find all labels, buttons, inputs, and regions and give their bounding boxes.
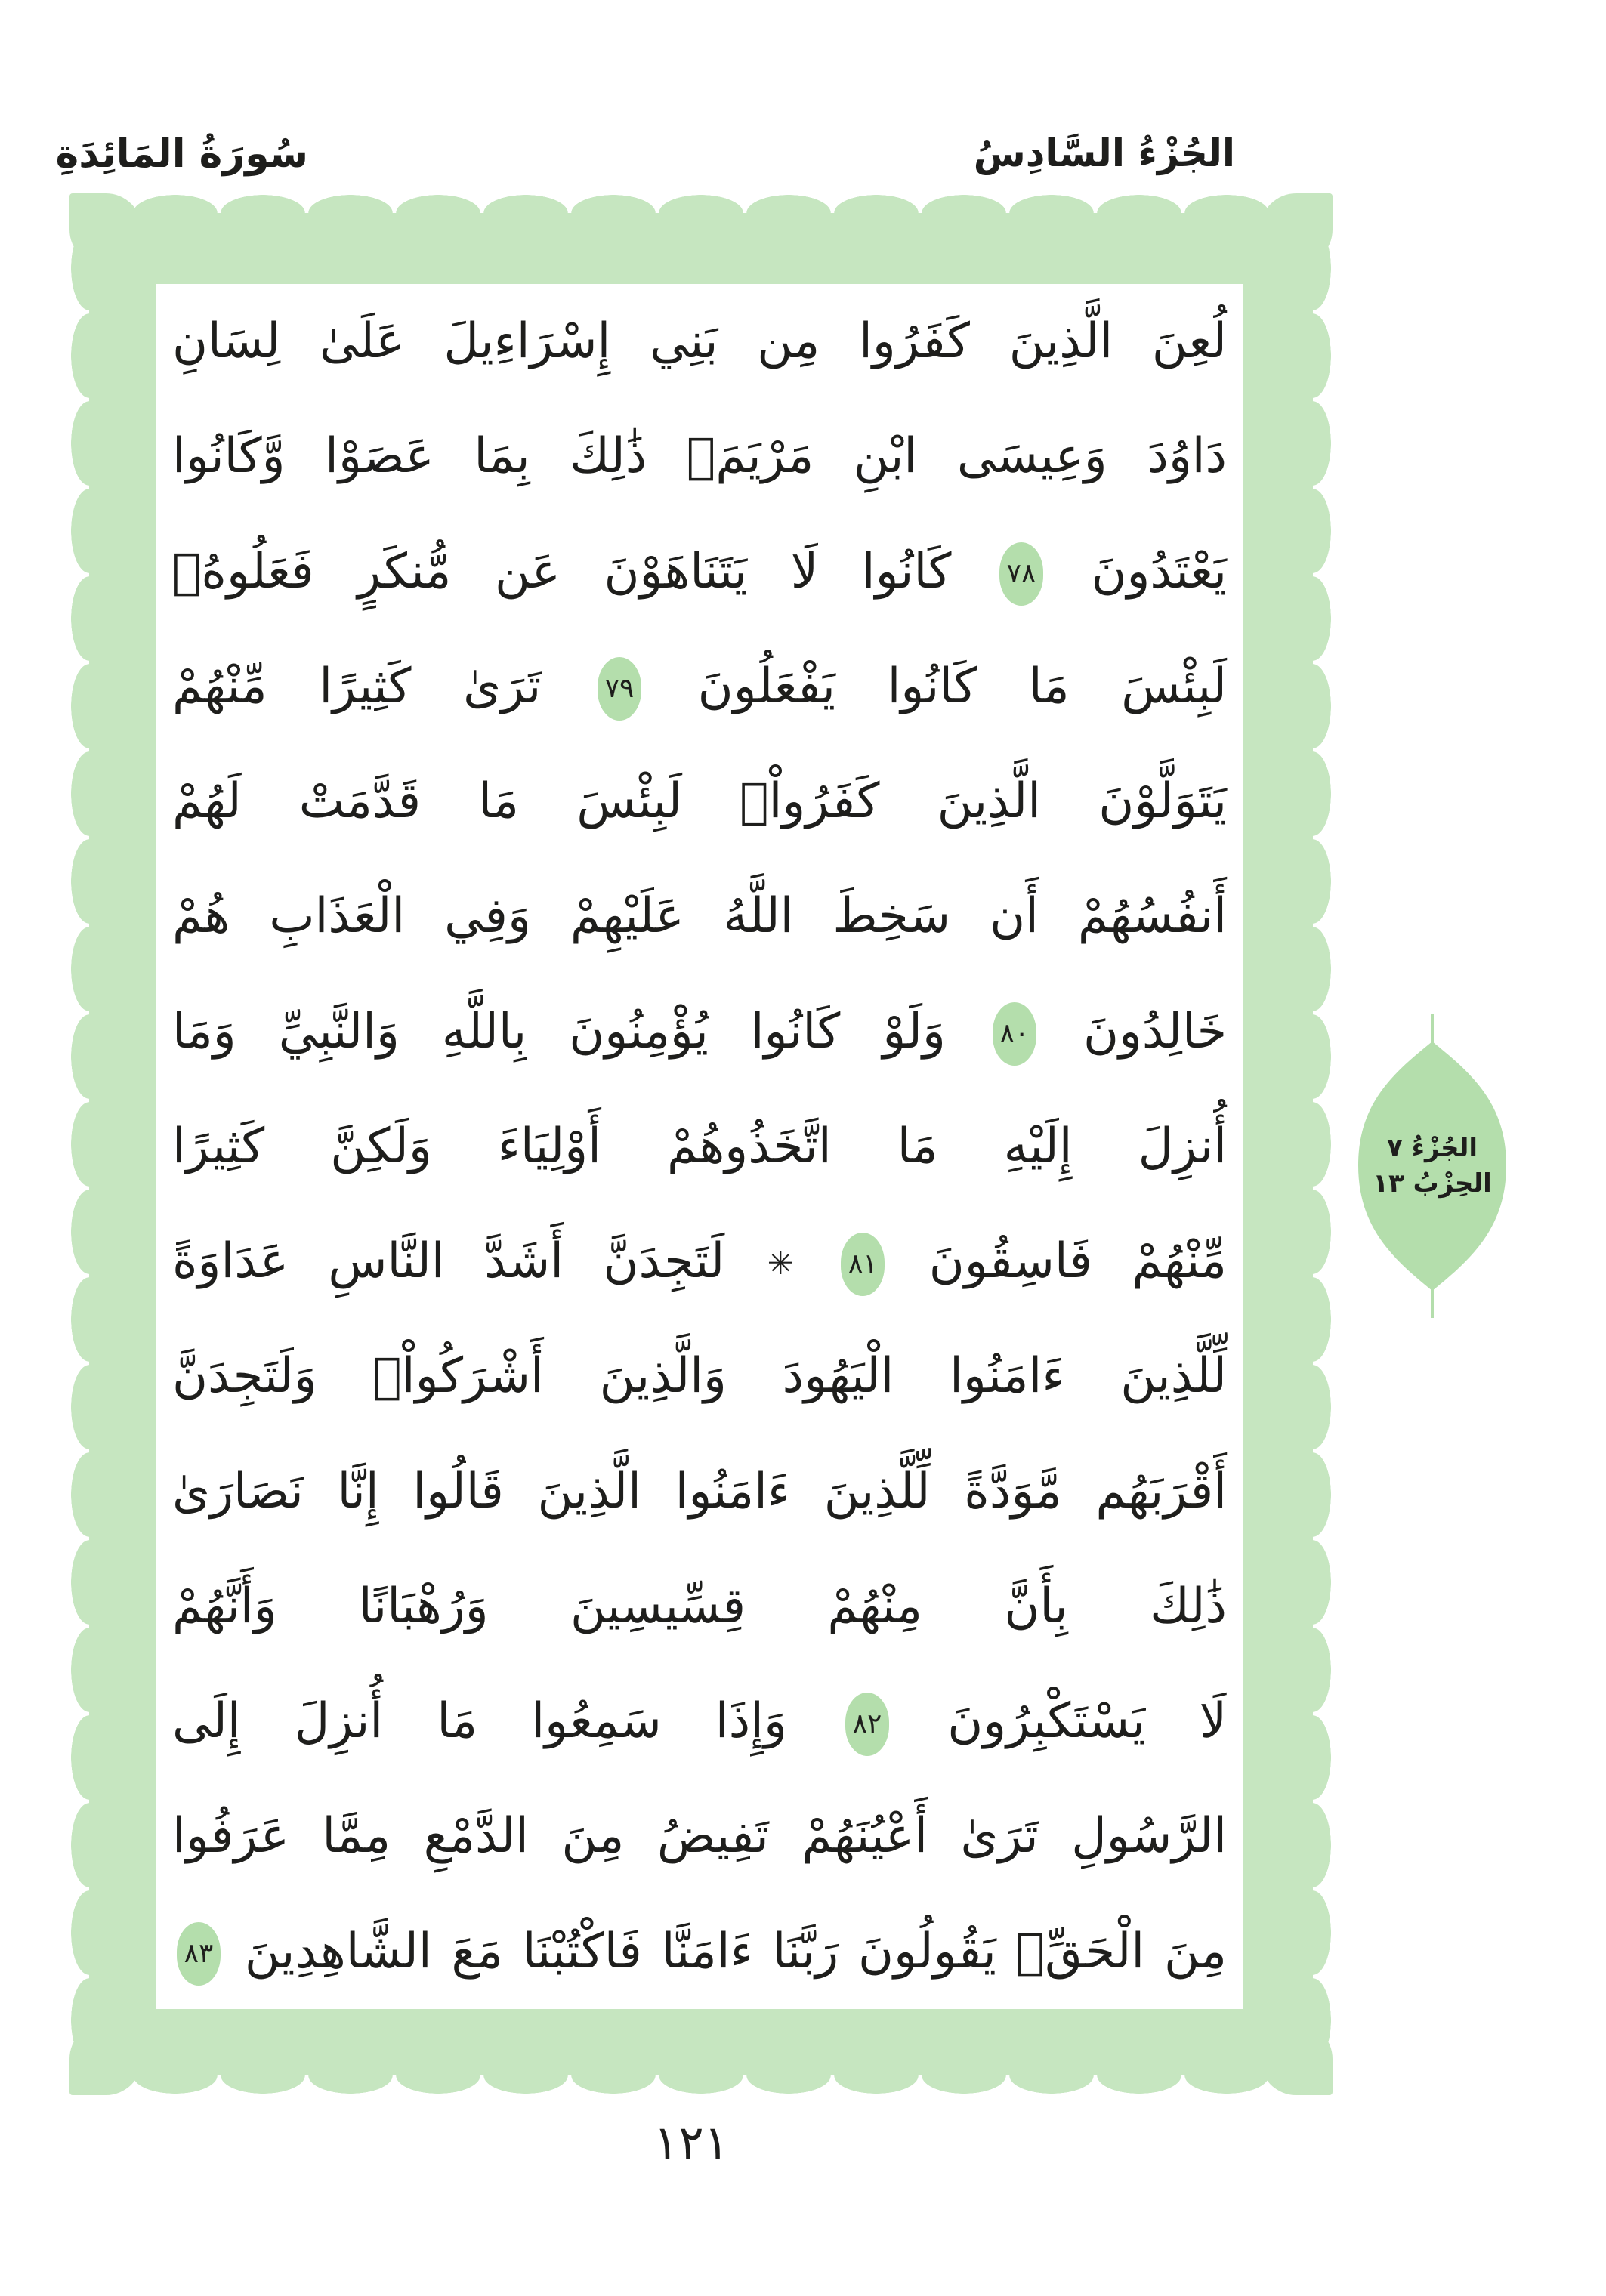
juz-name-header: الجُزْءُ السَّادِسُ: [973, 131, 1235, 175]
frame-corner-ornament-top-left: [69, 193, 142, 266]
quran-text-segment: دَاوُدَ وَعِيسَى ابْنِ مَرْيَمَۚ ذَٰلِكَ بِمَا عَصَوْا وَّكَانُوا: [172, 428, 1227, 485]
quran-line: [172, 1319, 1227, 1433]
juz-hizb-medallion: [1358, 1014, 1506, 1318]
quran-text-segment: أَقْرَبَهُم مَّوَدَّةً لِّلَّذِينَ ءَامَنُوا الَّذِينَ قَالُوا إِنَّا نَصَارَىٰ: [172, 1463, 1227, 1520]
surah-name-header: سُورَةُ المَائِدَةِ: [55, 131, 308, 177]
quran-text-segment: لَتَجِدَنَّ أَشَدَّ النَّاسِ عَدَاوَةً: [172, 1233, 725, 1290]
quran-text-segment: كَانُوا لَا يَتَنَاهَوْنَ عَن مُّنكَرٍ فَعَلُوهُۚ: [172, 543, 952, 600]
quran-text-segment: الرَّسُولِ تَرَىٰ أَعْيُنَهُمْ تَفِيضُ مِنَ الدَّمْعِ مِمَّا عَرَفُوا: [172, 1808, 1227, 1865]
quran-text-area: [156, 284, 1243, 2009]
quran-text-segment: ذَٰلِكَ بِأَنَّ مِنْهُمْ قِسِّيسِينَ وَرُهْبَانًا وَأَنَّهُمْ: [172, 1578, 1227, 1634]
quran-text-lines: [156, 284, 1243, 2009]
hizb-number-label: الحِزْبُ ١٣: [1373, 1168, 1492, 1199]
quran-text-segment: أَنفُسُهُمْ أَن سَخِطَ اللَّهُ عَلَيْهِمْ وَفِي الْعَذَابِ هُمْ: [172, 888, 1227, 945]
quran-line: [172, 859, 1227, 974]
juz-number-label: الجُزْءُ ٧: [1386, 1132, 1478, 1163]
quran-line: [172, 1434, 1227, 1549]
quran-line: [172, 1089, 1227, 1204]
frame-scallop-edge-top: [89, 195, 1313, 213]
quran-text-segment: أُنزِلَ إِلَيْهِ مَا اتَّخَذُوهُمْ أَوْلِيَاءَ وَلَكِنَّ كَثِيرًا: [172, 1118, 1227, 1174]
frame-scallop-edge-right: [1313, 213, 1331, 2075]
decorative-border-frame: [89, 213, 1313, 2075]
frame-corner-ornament-bottom-left: [69, 2023, 142, 2095]
frame-corner-ornament-top-right: [1260, 193, 1333, 266]
quran-text-segment: تَرَىٰ كَثِيرًا مِّنْهُمْ: [172, 658, 542, 714]
quran-line: [172, 1204, 1227, 1319]
rub-el-hizb-icon: ✳: [767, 1245, 794, 1282]
medallion-text: [1358, 1014, 1506, 1318]
quran-text-segment: يَعْتَدُونَ: [1091, 543, 1228, 600]
verse-number-marker: ٨١: [841, 1233, 885, 1296]
quran-line: [172, 514, 1227, 629]
quran-text-segment: مِّنْهُمْ فَاسِقُونَ: [928, 1233, 1228, 1290]
quran-line: [172, 1894, 1227, 2009]
quran-line: [172, 399, 1227, 514]
quran-line: [172, 1549, 1227, 1664]
quran-text-segment: لُعِنَ الَّذِينَ كَفَرُوا مِن بَنِي إِسْرَاءِيلَ عَلَىٰ لِسَانِ: [172, 313, 1227, 369]
quran-text-segment: وَإِذَا سَمِعُوا مَا أُنزِلَ إِلَى: [172, 1693, 787, 1750]
quran-line: [172, 1664, 1227, 1779]
frame-scallop-edge-left: [71, 213, 89, 2075]
verse-number-marker: ٨٢: [845, 1693, 889, 1756]
quran-text-segment: لَا يَسْتَكْبِرُونَ: [947, 1693, 1228, 1750]
quran-line: [172, 974, 1227, 1089]
quran-text-segment: وَلَوْ كَانُوا يُؤْمِنُونَ بِاللَّهِ وَالنَّبِيِّ وَمَا: [172, 1003, 946, 1060]
quran-line: [172, 284, 1227, 399]
quran-line: [172, 1779, 1227, 1893]
frame-corner-ornament-bottom-right: [1260, 2023, 1333, 2095]
frame-scallop-edge-bottom: [89, 2075, 1313, 2094]
page-number: ١٢١: [653, 2115, 729, 2170]
verse-number-marker: ٨٠: [993, 1002, 1036, 1066]
verse-number-marker: ٧٨: [999, 542, 1043, 606]
quran-line: [172, 744, 1227, 859]
verse-number-marker: ٨٣: [177, 1922, 221, 1986]
quran-text-segment: خَالِدُونَ: [1083, 1003, 1228, 1060]
quran-text-segment: لَبِئْسَ مَا كَانُوا يَفْعَلُونَ: [697, 658, 1228, 714]
quran-text-segment: يَتَوَلَّوْنَ الَّذِينَ كَفَرُواْۚ لَبِئْسَ مَا قَدَّمَتْ لَهُمْ: [172, 773, 1227, 830]
verse-number-marker: ٧٩: [598, 657, 641, 721]
quran-text-segment: مِنَ الْحَقِّۖ يَقُولُونَ رَبَّنَا ءَامَنَّا فَاكْتُبْنَا مَعَ الشَّاهِدِينَ: [244, 1923, 1228, 1980]
quran-text-segment: لِّلَّذِينَ ءَامَنُوا الْيَهُودَ وَالَّذِينَ أَشْرَكُواْۖ وَلَتَجِدَنَّ: [172, 1348, 1227, 1405]
quran-line: [172, 629, 1227, 744]
